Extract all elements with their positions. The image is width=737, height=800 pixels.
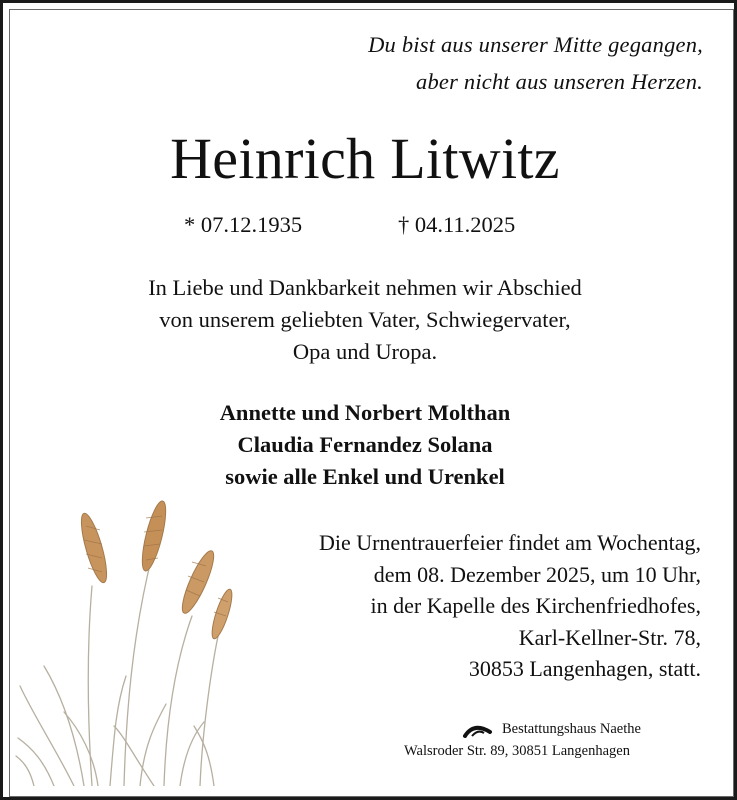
- funeral-home-name: Bestattungshaus Naethe: [502, 721, 641, 737]
- ceremony-line-3: in der Kapelle des Kirchenfriedhofes,: [370, 593, 701, 618]
- ceremony-line-5: 30853 Langenhagen, statt.: [468, 656, 701, 681]
- farewell-line-2: von unserem geliebten Vater, Schwiegervater,: [159, 307, 571, 332]
- farewell-line-1: In Liebe und Dankbarkeit nehmen wir Abschied: [148, 275, 582, 300]
- farewell-line-3: Opa und Uropa.: [292, 339, 438, 364]
- mourner-line-3: sowie alle Enkel und Urenkel: [225, 464, 505, 489]
- arc-logo-icon: [462, 720, 496, 738]
- motto-line-2: aber nicht aus unseren Herzen.: [416, 69, 703, 94]
- ceremony-line-2: dem 08. Dezember 2025, um 10 Uhr,: [373, 561, 701, 587]
- birth-date: * 07.12.1935: [184, 212, 303, 237]
- mourner-line-1: Annette und Norbert Molthan: [219, 400, 511, 425]
- ceremony-line-1: Die Urnentrauerfeier findet am Wochentag,: [318, 530, 701, 555]
- ceremony-line-4: Karl-Kellner-Str. 78,: [518, 624, 701, 650]
- farewell-text: [0, 272, 730, 368]
- mourners: [0, 397, 730, 493]
- ceremony-info: [319, 527, 701, 685]
- motto-line-1: Du bist aus unserer Mitte gegangen,: [368, 32, 703, 57]
- funeral-home-address: Walsroder Str. 89, 30851 Langenhagen: [404, 743, 630, 759]
- motto: [368, 26, 703, 100]
- grass-plant-illustration: [14, 486, 234, 786]
- death-date: † 04.11.2025: [398, 212, 516, 237]
- deceased-name: Heinrich Litwitz: [170, 126, 560, 191]
- mourner-line-2: Claudia Fernandez Solana: [237, 432, 493, 457]
- funeral-home: [404, 718, 694, 762]
